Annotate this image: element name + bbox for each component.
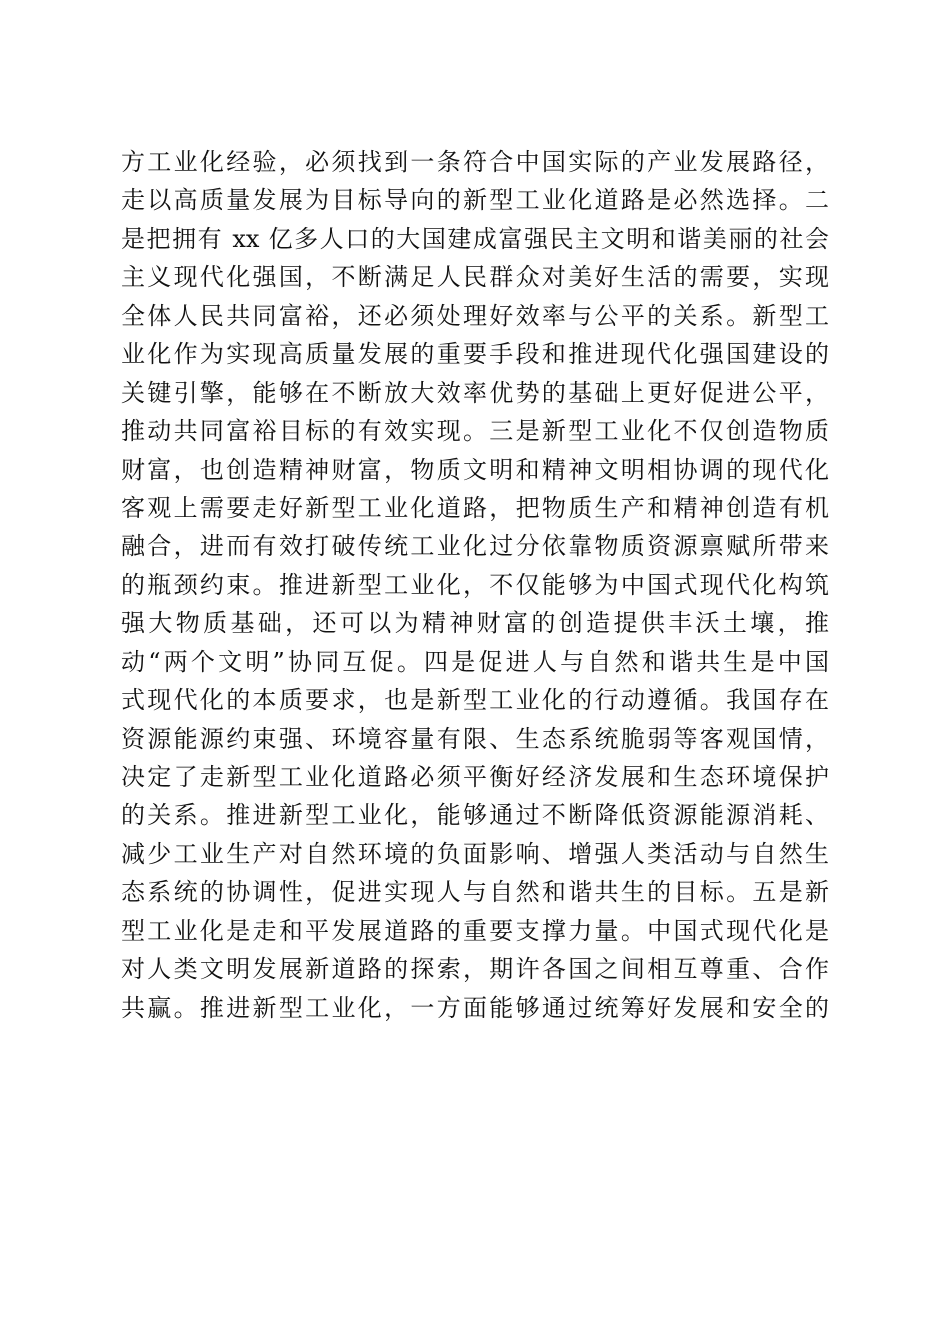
text-line: 态系统的协调性，促进实现人与自然和谐共生的目标。五是新 [121, 878, 829, 907]
text-line: 走以高质量发展为目标导向的新型工业化道路是必然选择。二 [121, 186, 829, 215]
text-line: 关键引擎，能够在不断放大效率优势的基础上更好促进公平， [121, 378, 829, 407]
text-line: 动“两个文明”协同互促。四是促进人与自然和谐共生是中国 [121, 647, 829, 676]
text-line: 推动共同富裕目标的有效实现。三是新型工业化不仅创造物质 [121, 417, 829, 446]
text-line: 融合，进而有效打破传统工业化过分依靠物质资源禀赋所带来 [121, 532, 829, 561]
text-line: 客观上需要走好新型工业化道路，把物质生产和精神创造有机 [121, 493, 829, 522]
text-line: 的瓶颈约束。推进新型工业化，不仅能够为中国式现代化构筑 [121, 570, 829, 599]
text-line: 主义现代化强国，不断满足人民群众对美好生活的需要，实现 [121, 263, 829, 292]
text-line: 型工业化是走和平发展道路的重要支撑力量。中国式现代化是 [121, 916, 829, 945]
text-line: 的关系。推进新型工业化，能够通过不断降低资源能源消耗、 [121, 801, 829, 830]
text-line: 强大物质基础，还可以为精神财富的创造提供丰沃土壤，推 [121, 609, 829, 638]
body-paragraph [121, 143, 829, 1027]
text-line: 共赢。推进新型工业化，一方面能够通过统筹好发展和安全的 [121, 993, 829, 1022]
text-line: 减少工业生产对自然环境的负面影响、增强人类活动与自然生 [121, 839, 829, 868]
text-line: 是把拥有 xx 亿多人口的大国建成富强民主文明和谐美丽的社会 [121, 224, 829, 253]
text-line: 决定了走新型工业化道路必须平衡好经济发展和生态环境保护 [121, 763, 829, 791]
text-line: 财富，也创造精神财富，物质文明和精神文明相协调的现代化 [121, 455, 829, 484]
text-line: 式现代化的本质要求，也是新型工业化的行动遵循。我国存在 [121, 686, 829, 715]
text-line: 资源能源约束强、环境容量有限、生态系统脆弱等客观国情， [121, 724, 829, 753]
text-line: 对人类文明发展新道路的探索，期许各国之间相互尊重、合作 [121, 955, 829, 984]
text-line: 方工业化经验，必须找到一条符合中国实际的产业发展路径， [121, 148, 829, 176]
text-line: 业化作为实现高质量发展的重要手段和推进现代化强国建设的 [121, 340, 829, 369]
text-line: 全体人民共同富裕，还必须处理好效率与公平的关系。新型工 [121, 301, 829, 330]
